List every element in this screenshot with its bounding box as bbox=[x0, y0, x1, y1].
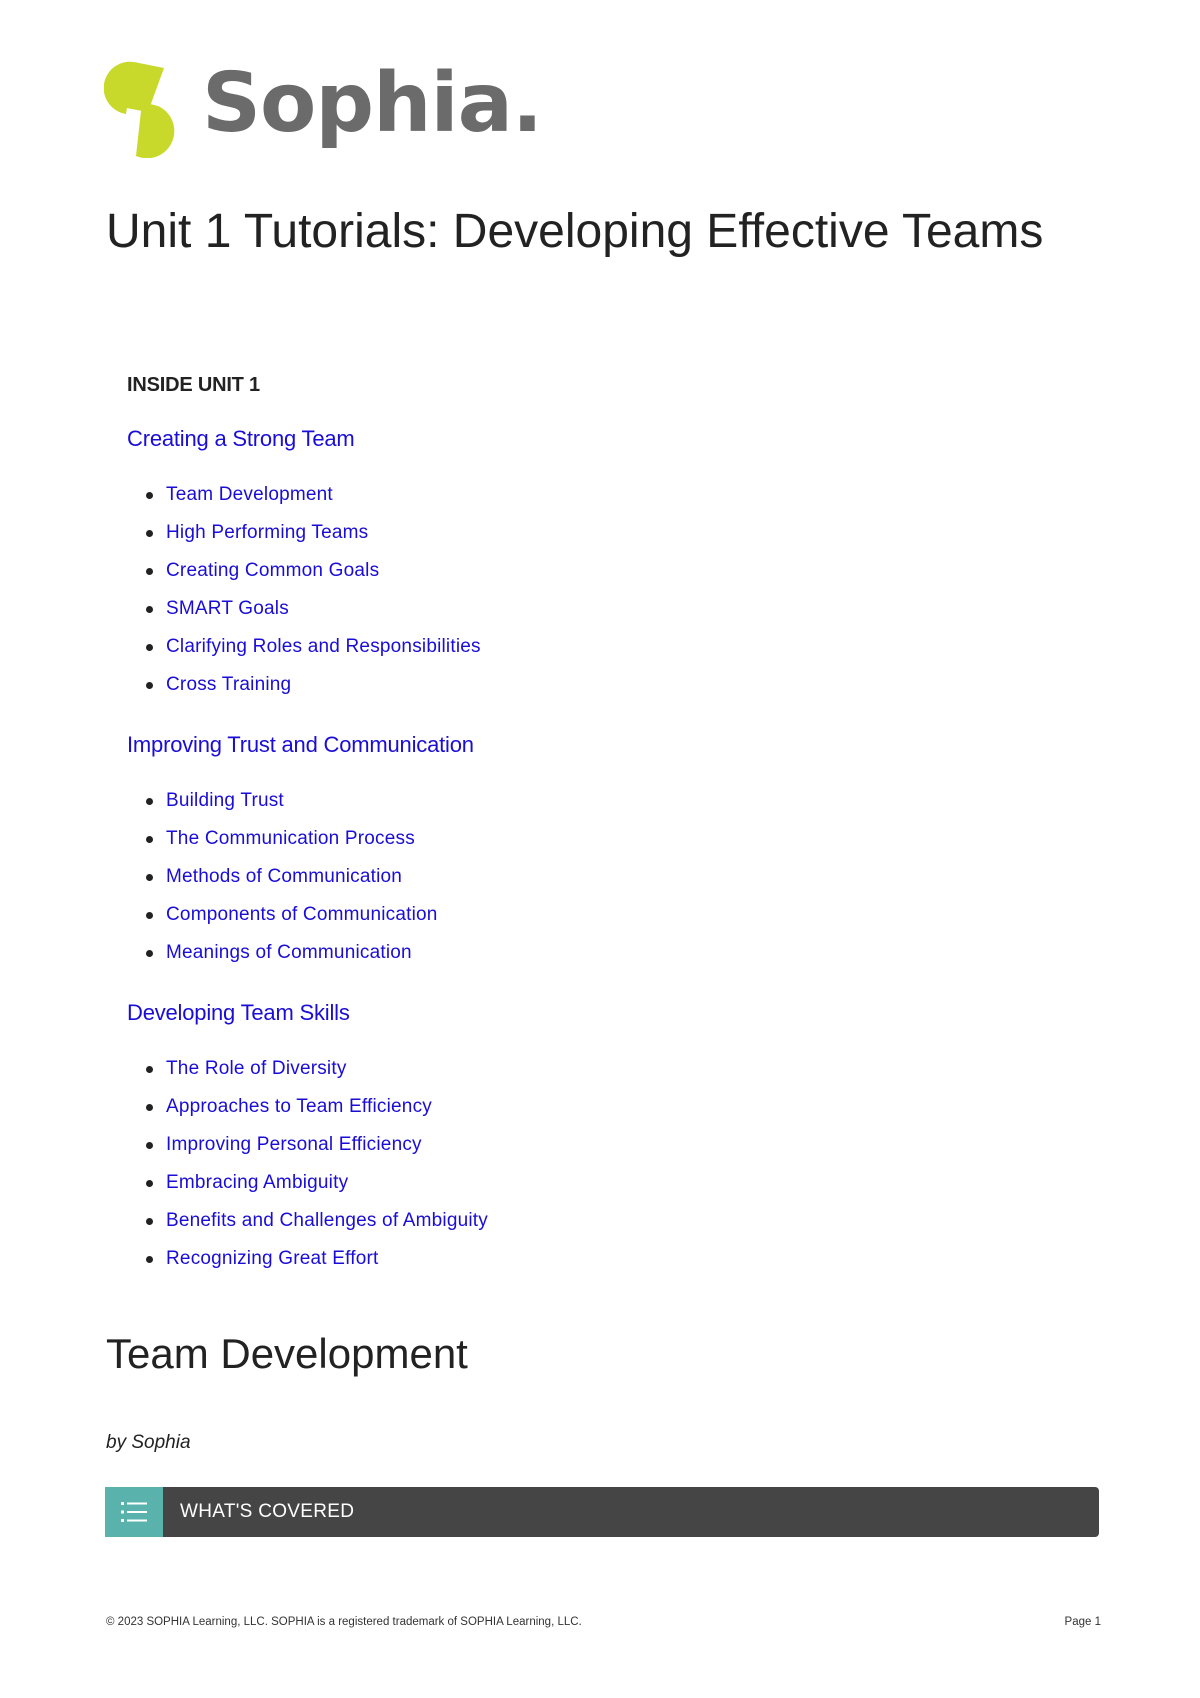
bullet-icon bbox=[146, 874, 153, 881]
bullet-icon bbox=[146, 798, 153, 805]
table-of-contents bbox=[127, 424, 1027, 1278]
sophia-logo bbox=[104, 55, 542, 160]
whats-covered-icon-box bbox=[105, 1487, 163, 1537]
bullet-icon bbox=[146, 950, 153, 957]
bullet-icon bbox=[146, 492, 153, 499]
whats-covered-bar bbox=[105, 1487, 1099, 1537]
document-title: Unit 1 Tutorials: Developing Effective Teams bbox=[106, 205, 1044, 258]
sophia-wordmark: Sophia. bbox=[202, 55, 543, 151]
footer-page-number: Page 1 bbox=[1064, 1616, 1101, 1628]
toc-section-1-list bbox=[127, 476, 1027, 704]
footer-copyright: © 2023 SOPHIA Learning, LLC. SOPHIA is a registered trademark of SOPHIA Learning, LLC. bbox=[106, 1616, 582, 1628]
bullet-icon bbox=[146, 836, 153, 843]
whats-covered-label: WHAT'S COVERED bbox=[180, 1501, 355, 1522]
list-icon bbox=[121, 1501, 147, 1523]
lesson-title: Team Development bbox=[106, 1330, 468, 1377]
toc-link-item[interactable]: Embracing Ambiguity bbox=[127, 1164, 1027, 1202]
toc-heading: INSIDE UNIT 1 bbox=[127, 374, 260, 396]
byline: by Sophia bbox=[106, 1432, 191, 1453]
toc-section-improving-trust[interactable]: Improving Trust and Communication bbox=[127, 732, 474, 757]
toc-link-item[interactable]: Creating Common Goals bbox=[127, 552, 1027, 590]
toc-link-item[interactable]: SMART Goals bbox=[127, 590, 1027, 628]
bullet-icon bbox=[146, 682, 153, 689]
toc-link-item[interactable]: Improving Personal Efficiency bbox=[127, 1126, 1027, 1164]
toc-link-item[interactable]: High Performing Teams bbox=[127, 514, 1027, 552]
toc-link-item[interactable]: The Role of Diversity bbox=[127, 1050, 1027, 1088]
bullet-icon bbox=[146, 644, 153, 651]
toc-link-item[interactable]: The Communication Process bbox=[127, 820, 1027, 858]
bullet-icon bbox=[146, 1218, 153, 1225]
toc-section-creating-strong-team[interactable]: Creating a Strong Team bbox=[127, 426, 355, 451]
toc-link-item[interactable]: Clarifying Roles and Responsibilities bbox=[127, 628, 1027, 666]
toc-section-2-list bbox=[127, 782, 1027, 972]
sophia-logo-icon bbox=[104, 58, 176, 158]
bullet-icon bbox=[146, 1066, 153, 1073]
toc-link-item[interactable]: Benefits and Challenges of Ambiguity bbox=[127, 1202, 1027, 1240]
toc-link-item[interactable]: Approaches to Team Efficiency bbox=[127, 1088, 1027, 1126]
toc-link-item[interactable]: Components of Communication bbox=[127, 896, 1027, 934]
toc-link-item[interactable]: Methods of Communication bbox=[127, 858, 1027, 896]
bullet-icon bbox=[146, 530, 153, 537]
toc-section-3-list bbox=[127, 1050, 1027, 1278]
bullet-icon bbox=[146, 1142, 153, 1149]
bullet-icon bbox=[146, 1104, 153, 1111]
toc-link-item[interactable]: Building Trust bbox=[127, 782, 1027, 820]
toc-link-item[interactable]: Cross Training bbox=[127, 666, 1027, 704]
bullet-icon bbox=[146, 1180, 153, 1187]
bullet-icon bbox=[146, 1256, 153, 1263]
toc-link-item[interactable]: Recognizing Great Effort bbox=[127, 1240, 1027, 1278]
bullet-icon bbox=[146, 912, 153, 919]
toc-link-item[interactable]: Meanings of Communication bbox=[127, 934, 1027, 972]
toc-link-item[interactable]: Team Development bbox=[127, 476, 1027, 514]
toc-section-developing-team-skills[interactable]: Developing Team Skills bbox=[127, 1000, 350, 1025]
bullet-icon bbox=[146, 606, 153, 613]
bullet-icon bbox=[146, 568, 153, 575]
